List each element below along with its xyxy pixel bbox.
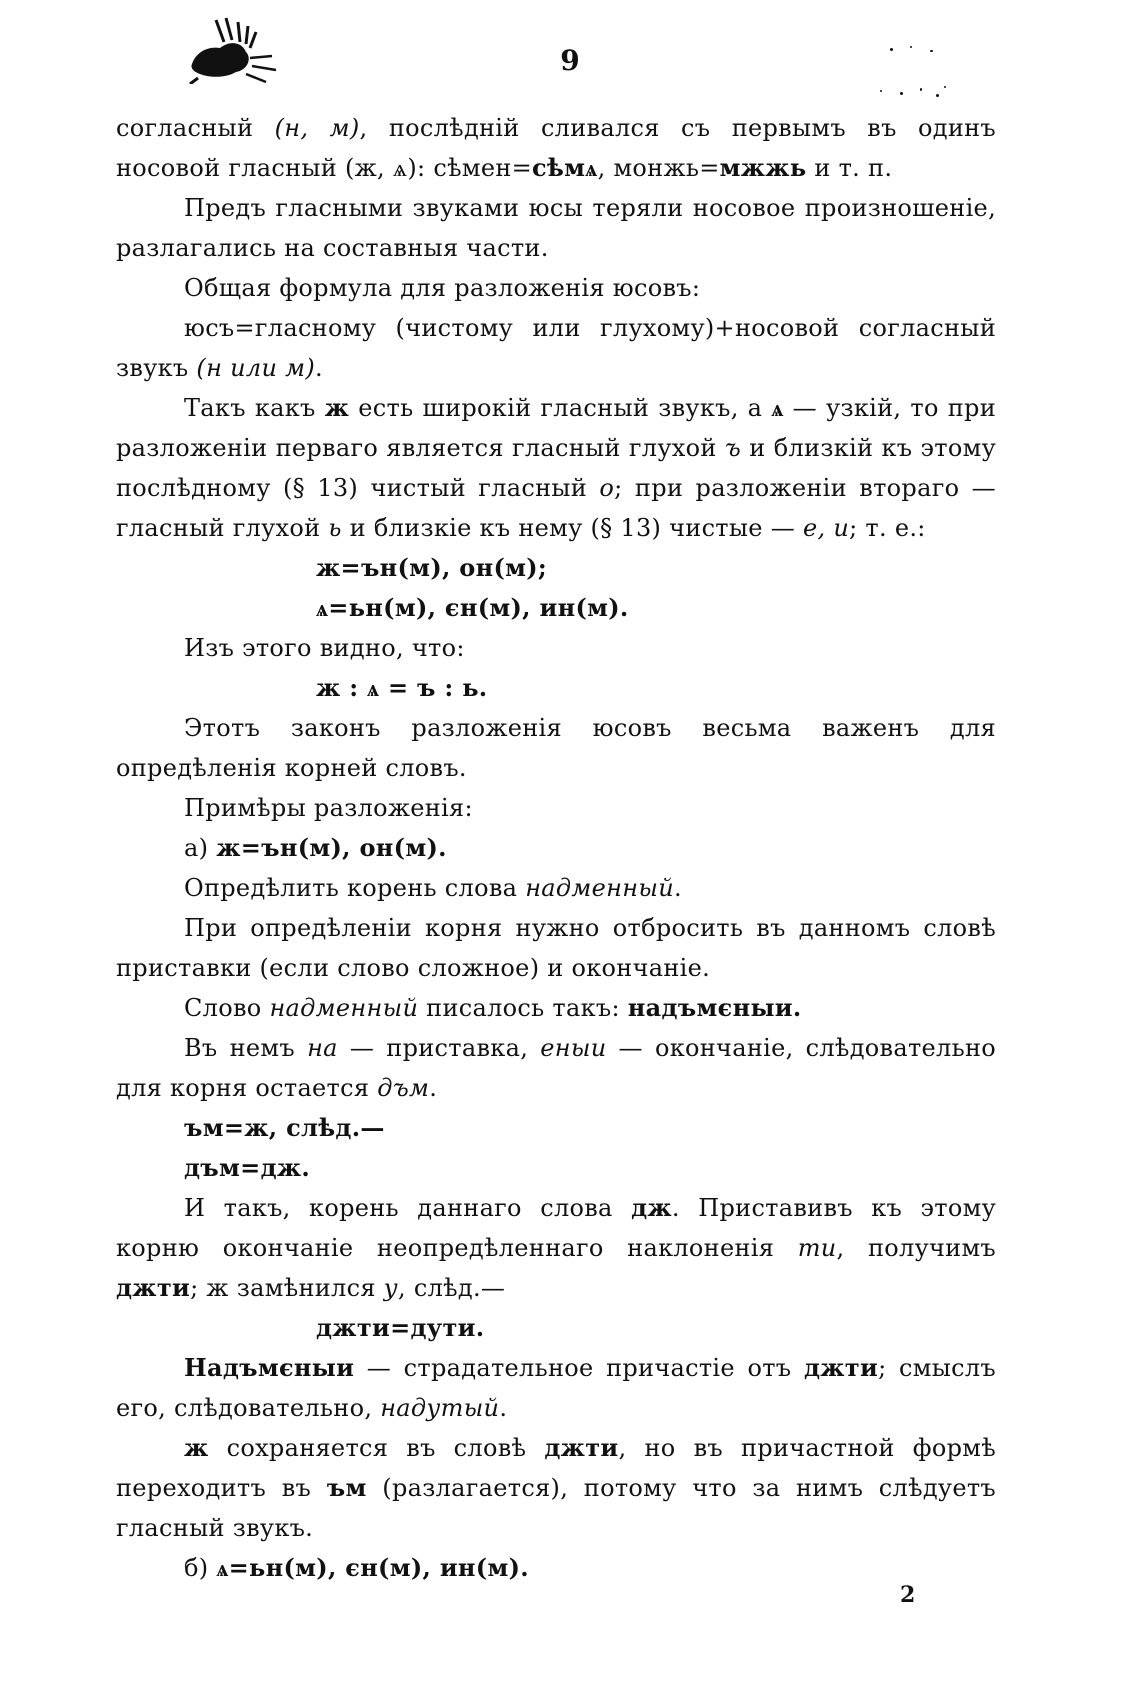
text-run: Общая формула для разложенія юсовъ:	[184, 274, 701, 302]
text-run: ; т. е.:	[849, 514, 926, 542]
text-run: И такъ, корень даннаго слова	[184, 1194, 632, 1222]
formula-line	[116, 1148, 996, 1188]
text-run: ; смыслъ его, слѣдовательно,	[116, 1354, 996, 1422]
text-run: Этотъ законъ разложенія юсовъ весьма важенъ для опредѣленія корней словъ.	[116, 714, 996, 782]
formula-line	[116, 588, 996, 628]
text-run: о	[599, 474, 615, 502]
text-run: ѧ	[771, 393, 784, 422]
text-run: Предъ гласными звуками юсы теряли носовое произношеніе, разлагались на составныя части.	[116, 194, 996, 262]
text-run: ж : ѧ = ъ : ь.	[316, 673, 488, 702]
text-run: е, и	[802, 514, 850, 542]
text-run: дъм	[377, 1074, 430, 1102]
text-run: , монжь=	[597, 154, 720, 182]
text-run: — узкій, то при разложеніи перваго является гласный глухой	[116, 394, 996, 462]
paragraph	[116, 108, 996, 188]
paragraph	[116, 1028, 996, 1108]
paragraph	[116, 708, 996, 788]
text-run: , слѣд.—	[397, 1274, 506, 1302]
paragraph	[116, 1188, 996, 1308]
text-run: надутый	[380, 1394, 500, 1422]
formula-line	[116, 1308, 996, 1348]
text-run: джти=дути.	[316, 1313, 485, 1342]
paragraph	[116, 188, 996, 268]
text-run: При опредѣленіи корня нужно отбросить въ данномъ словѣ приставки (если слово сложное) и окончаніе.	[116, 914, 996, 982]
text-run: джти	[803, 1353, 879, 1382]
text-run: ъ	[724, 434, 742, 462]
text-run: , послѣдній сливался съ первымъ въ одинъ носовой гласный (ж, ѧ): сѣмен=	[116, 114, 996, 182]
text-run: (разлагается), потому что за нимъ слѣдуетъ гласный звукъ.	[116, 1474, 997, 1542]
example-heading	[116, 828, 996, 868]
paragraph	[116, 788, 996, 828]
text-run: и близкіе къ нему (§ 13) чистые —	[341, 514, 803, 542]
paragraph	[116, 628, 996, 668]
text-run: согласный	[116, 114, 275, 142]
text-run: а)	[184, 834, 217, 862]
text-run: сохраняется въ словѣ	[208, 1434, 545, 1462]
text-run: юсъ=гласному (чистому или глухому)+носовой согласный звукъ	[116, 314, 996, 382]
text-run: ж=ън(м), он(м).	[216, 833, 447, 862]
text-run: — окончаніе, слѣдовательно для корня остается	[116, 1034, 996, 1102]
paragraph	[116, 908, 996, 988]
text-run: Примѣры разложенія:	[184, 794, 473, 822]
paragraph	[116, 268, 996, 308]
text-run: — приставка,	[337, 1034, 541, 1062]
paragraph	[116, 1428, 996, 1548]
text-run: ѧ=ьн(м), єн(м), ин(м).	[216, 1553, 529, 1582]
text-run: у	[383, 1274, 398, 1302]
text-run: джти	[544, 1433, 619, 1462]
paragraph	[116, 1348, 996, 1428]
text-run: надъмєныи.	[627, 993, 802, 1022]
text-run: ж	[184, 1433, 209, 1462]
text-run: .	[315, 354, 323, 382]
text-run: ъм=ж, слѣд.—	[184, 1113, 385, 1142]
signature-mark: 2	[900, 1582, 916, 1608]
text-run: ь	[328, 514, 342, 542]
text-run: ѧ=ьн(м), єн(м), ин(м).	[316, 593, 629, 622]
text-run: .	[673, 874, 682, 902]
text-run: и т. п.	[806, 154, 893, 182]
paragraph	[116, 988, 996, 1028]
text-run: , получимъ	[836, 1234, 996, 1262]
text-run: Слово	[184, 994, 270, 1022]
paragraph	[116, 388, 996, 548]
text-run: Изъ этого видно, что:	[184, 634, 465, 662]
body-text	[116, 108, 996, 1588]
text-run: Такъ какъ	[184, 394, 325, 422]
text-run: надменный	[525, 874, 674, 902]
text-run: — страдательное причастіе отъ	[354, 1354, 804, 1382]
formula-line	[116, 308, 996, 388]
text-run: Опредѣлить корень слова	[184, 874, 526, 902]
text-run: ; ж замѣнился	[190, 1274, 384, 1302]
text-run: ж	[324, 393, 350, 422]
text-run: (н или м)	[196, 354, 316, 382]
text-run: ; при разложеніи втораго — гласный глухой	[116, 474, 996, 542]
text-run: на	[307, 1034, 338, 1062]
text-run: , но въ причастной формѣ переходитъ въ	[116, 1434, 996, 1502]
text-run: и близкій къ этому послѣдному (§ 13) чистый гласный	[116, 434, 996, 502]
text-run: б)	[184, 1554, 217, 1582]
text-run: надменный	[269, 994, 419, 1022]
text-run: сѣмѧ	[532, 153, 598, 182]
text-run: мжжь	[719, 153, 807, 182]
text-run: .	[429, 1074, 438, 1102]
text-run: .	[499, 1394, 508, 1422]
formula-line	[116, 1108, 996, 1148]
text-run: ти	[797, 1234, 837, 1262]
example-heading	[116, 1548, 996, 1588]
text-run: Надъмєныи	[184, 1353, 355, 1382]
text-run: Въ немъ	[184, 1034, 308, 1062]
text-run: ъм	[326, 1473, 367, 1502]
text-run: ж=ън(м), он(м);	[316, 553, 548, 582]
text-run: джти	[116, 1273, 191, 1302]
text-run: писалось такъ:	[418, 994, 628, 1022]
formula-line	[116, 668, 996, 708]
text-run: есть широкій гласный звукъ, а	[349, 394, 772, 422]
formula-line	[116, 548, 996, 588]
page-number: 9	[560, 44, 580, 77]
text-run: (н, м)	[274, 114, 360, 142]
text-run: . Приставивъ къ этому корню окончаніе неопредѣленнаго наклоненія	[116, 1194, 996, 1262]
text-run: дж	[631, 1193, 672, 1222]
paragraph	[116, 868, 996, 908]
text-run: дъм=дж.	[184, 1153, 311, 1182]
text-run: еныи	[540, 1034, 607, 1062]
